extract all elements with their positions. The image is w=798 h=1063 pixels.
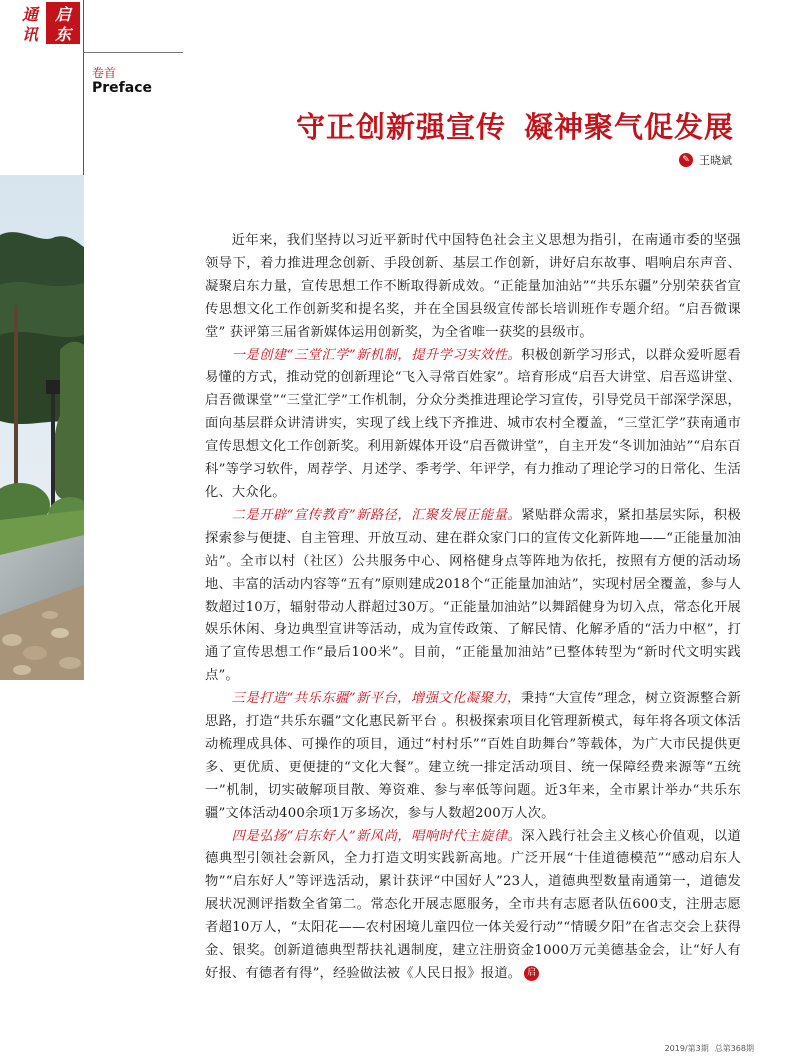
author-line [679, 152, 732, 168]
paragraph-4 [205, 826, 741, 986]
paragraph-text: 近年来，我们坚持以习近平新时代中国特色社会主义思想为指引，在南通市委的坚强领导下，着力推进理念创新、手段创新、基层工作创新，讲好启东故事、唱响启东声音、凝聚启东力量，宣传思想工作不断取得新成效。“正能量加油站”“共乐东疆”分别荣获省宣传思想文化工作创新奖和提名奖，并在全国县级宣传部长培训班作专题介绍。“启吾微课堂” 获评第三届省新媒体运用创新奖，为全省唯一获奖的县级市。 [205, 233, 741, 340]
park-photo-graphic [0, 175, 84, 680]
author-name: 王晓斌 [699, 154, 732, 167]
paragraph-text: 秉持“大宣传”理念，树立资源整合新思路，打造“共乐东疆”文化惠民新平台 。积极探索项目化管理新模式，每年将各项文体活动梳理成具体、可操作的项目，通过“村村乐”“百姓自助舞台”等载体，为广大市民提供更多、更优质、更便捷的“文化大餐”。建立统一排定活动项目、统一保障经费来源等“五统一”机制，切实破解项目散、筹资难、参与率低等问题。近3年来，全市累计举办“共乐东疆”文体活动400余项1万多场次，参与人数超200万人次。 [205, 691, 741, 821]
article-title-part2: 凝神聚气促发展 [523, 110, 734, 144]
paragraph-lead: 二是开辟“宣传教育”新路径，汇聚发展正能量。 [231, 507, 522, 523]
end-mark-icon: 启 [524, 966, 539, 981]
header-vertical-divider [83, 0, 84, 190]
section-label-en: Preface [92, 80, 152, 96]
logo-char-1: 通 [21, 5, 39, 24]
section-label-cn: 卷首 [92, 66, 117, 80]
pen-icon: ✎ [679, 153, 693, 167]
footer-total: 总第368期 [714, 1044, 754, 1053]
article-body [205, 230, 741, 986]
article-title [296, 105, 734, 146]
article-title-part1: 守正创新强宣传 [295, 110, 506, 144]
paragraph-text: 深入践行社会主义核心价值观，以道德典型引领社会新风，全力打造文明实践新高地。广泛开展“十佳道德模范”“感动启东人物”“启东好人”等评选活动，累计获评“中国好人”23人，道德典型数量南通第一，道德发展状况测评指数全省第二。常态化开展志愿服务，全市共有志愿者队伍600支，注册志愿者超10万人，“太阳花——农村困境儿童四位一体关爱行动”“情暖夕阳”在省志交会上获得金、银奖。创新道德典型帮扶礼遇制度，建立注册资金1000万元美德基金会，让“好人有好报、有德者有得”，经验做法被《人民日报》报道。 [205, 828, 741, 981]
paragraph-text: 积极创新学习形式，以群众爱听愿看易懂的方式，推动党的创新理论“飞入寻常百姓家”。培育形成“启吾大讲堂、启吾巡讲堂、启吾微课堂”“三堂汇学”工作机制，分众分类推进理论学习宣传，引导党员干部深学深思，面向基层群众讲清讲实，实现了线上线下齐推进、城市农村全覆盖，“三堂汇学”获南通市宣传思想文化工作创新奖。利用新媒体开设“启吾微讲堂”，自主开发“冬训加油站”“启东百科”等学习软件，周荐学、月述学、季考学、年评学，有力推动了理论学习的日常化、生活化、大众化。 [205, 347, 741, 500]
paragraph-lead: 一是创建“三堂汇学”新机制，提升学习实效性。 [231, 347, 522, 363]
footer-issue: 2019/第3期 [664, 1044, 709, 1053]
header-horizontal-divider [83, 52, 183, 53]
paragraph-intro [205, 230, 741, 345]
paragraph-3 [205, 688, 741, 825]
paragraph-2 [205, 505, 741, 688]
paragraph-lead: 四是弘扬“启东好人”新风尚，唱响时代主旋律。 [231, 828, 522, 844]
paragraph-lead: 三是打造“共乐东疆”新平台，增强文化凝聚力， [231, 691, 521, 707]
logo-char-4: 东 [54, 25, 72, 44]
magazine-logo [6, 0, 82, 46]
park-photo [0, 175, 84, 680]
logo-char-2: 启 [54, 5, 72, 24]
paragraph-1 [205, 345, 741, 505]
logo-graphic [6, 0, 82, 46]
paragraph-text: 紧贴群众需求，紧扣基层实际，积极探索参与便捷、自主管理、开放互动、建在群众家门口的宣传文化新阵地——“正能量加油站”。全市以村（社区）公共服务中心、网格健身点等阵地为依托，按照有方便的活动场地、丰富的活动内容等“五有”原则建成2018个“正能量加油站”，实现村居全覆盖，参与人数超过10万，辐射带动人群超过30万。“正能量加油站”以舞蹈健身为切入点，常态化开展娱乐休闲、身边典型宣讲等活动，成为宣传政策、了解民情、化解矛盾的“活力中枢”，打通了宣传思想工作“最后100米”。目前，“正能量加油站”已整体转型为“新时代文明实践点”。 [205, 507, 741, 684]
page-footer [659, 1043, 754, 1054]
logo-char-3: 讯 [21, 25, 39, 44]
